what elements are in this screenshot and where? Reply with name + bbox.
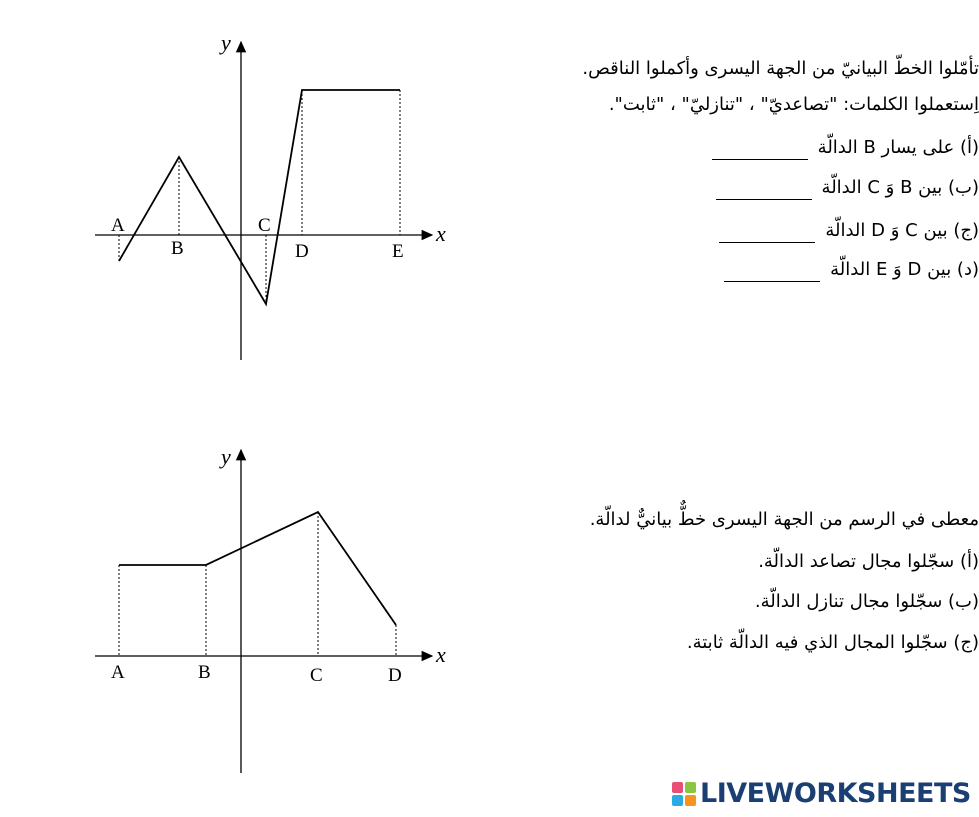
q1-answer-c-input[interactable] [719, 220, 815, 243]
q1-word-bank: اِستعملوا الكلمات: "تصاعديّ" ، "تنازليّ" ، "ثابت". [608, 94, 979, 115]
point-label-a: A [111, 215, 125, 236]
q2-item-c: (ج) سجّلوا المجال الذي فيه الدالّة ثابتة. [686, 632, 979, 653]
q1-item-b-label: (ب) بين B وَ C الدالّة [821, 177, 979, 198]
q2-instruction: معطى في الرسم من الجهة اليسرى خطٌّ بيانيٌّ لدالّة. [589, 509, 979, 530]
q1-instruction: تأمّلوا الخطّ البيانيّ من الجهة اليسرى وأكملوا الناقص. [582, 58, 979, 79]
point-label-b: B [171, 238, 184, 259]
graph-1 [0, 0, 460, 380]
graph-2 [0, 430, 460, 790]
logo-square [685, 782, 696, 793]
q2-item-b: (ب) سجّلوا مجال تنازل الدالّة. [754, 591, 979, 612]
point-label-d: D [295, 241, 309, 262]
point-label-d: D [388, 665, 402, 686]
q1-item-d [724, 258, 979, 282]
q1-item-a-label: (أ) على يسار B الدالّة [817, 137, 979, 158]
q1-item-c-label: (ج) بين C وَ D الدالّة [825, 220, 979, 241]
point-label-b: B [198, 662, 211, 683]
q1-answer-a-input[interactable] [712, 137, 808, 160]
logo-text: LIVEWORKSHEETS [700, 778, 971, 809]
function-line [119, 512, 396, 625]
logo-square [672, 782, 683, 793]
q1-answer-b-input[interactable] [716, 177, 812, 200]
x-axis-label: x [436, 642, 446, 667]
q1-item-b [716, 176, 979, 200]
point-label-a: A [111, 662, 125, 683]
y-axis-label: y [221, 30, 231, 55]
function-line [119, 90, 400, 304]
x-axis-label: x [436, 221, 446, 246]
q1-answer-d-input[interactable] [724, 259, 820, 282]
y-axis-label: y [221, 444, 231, 469]
point-label-c: C [258, 215, 271, 236]
point-label-e: E [392, 241, 404, 262]
logo-square [672, 795, 683, 806]
q1-item-a [712, 136, 979, 160]
q2-item-a: (أ) سجّلوا مجال تصاعد الدالّة. [758, 551, 979, 572]
logo-mark-icon [672, 782, 696, 806]
liveworksheets-logo [672, 778, 971, 809]
point-label-c: C [310, 665, 323, 686]
logo-square [685, 795, 696, 806]
q1-item-d-label: (د) بين D وَ E الدالّة [830, 259, 979, 280]
q1-item-c [719, 219, 979, 243]
